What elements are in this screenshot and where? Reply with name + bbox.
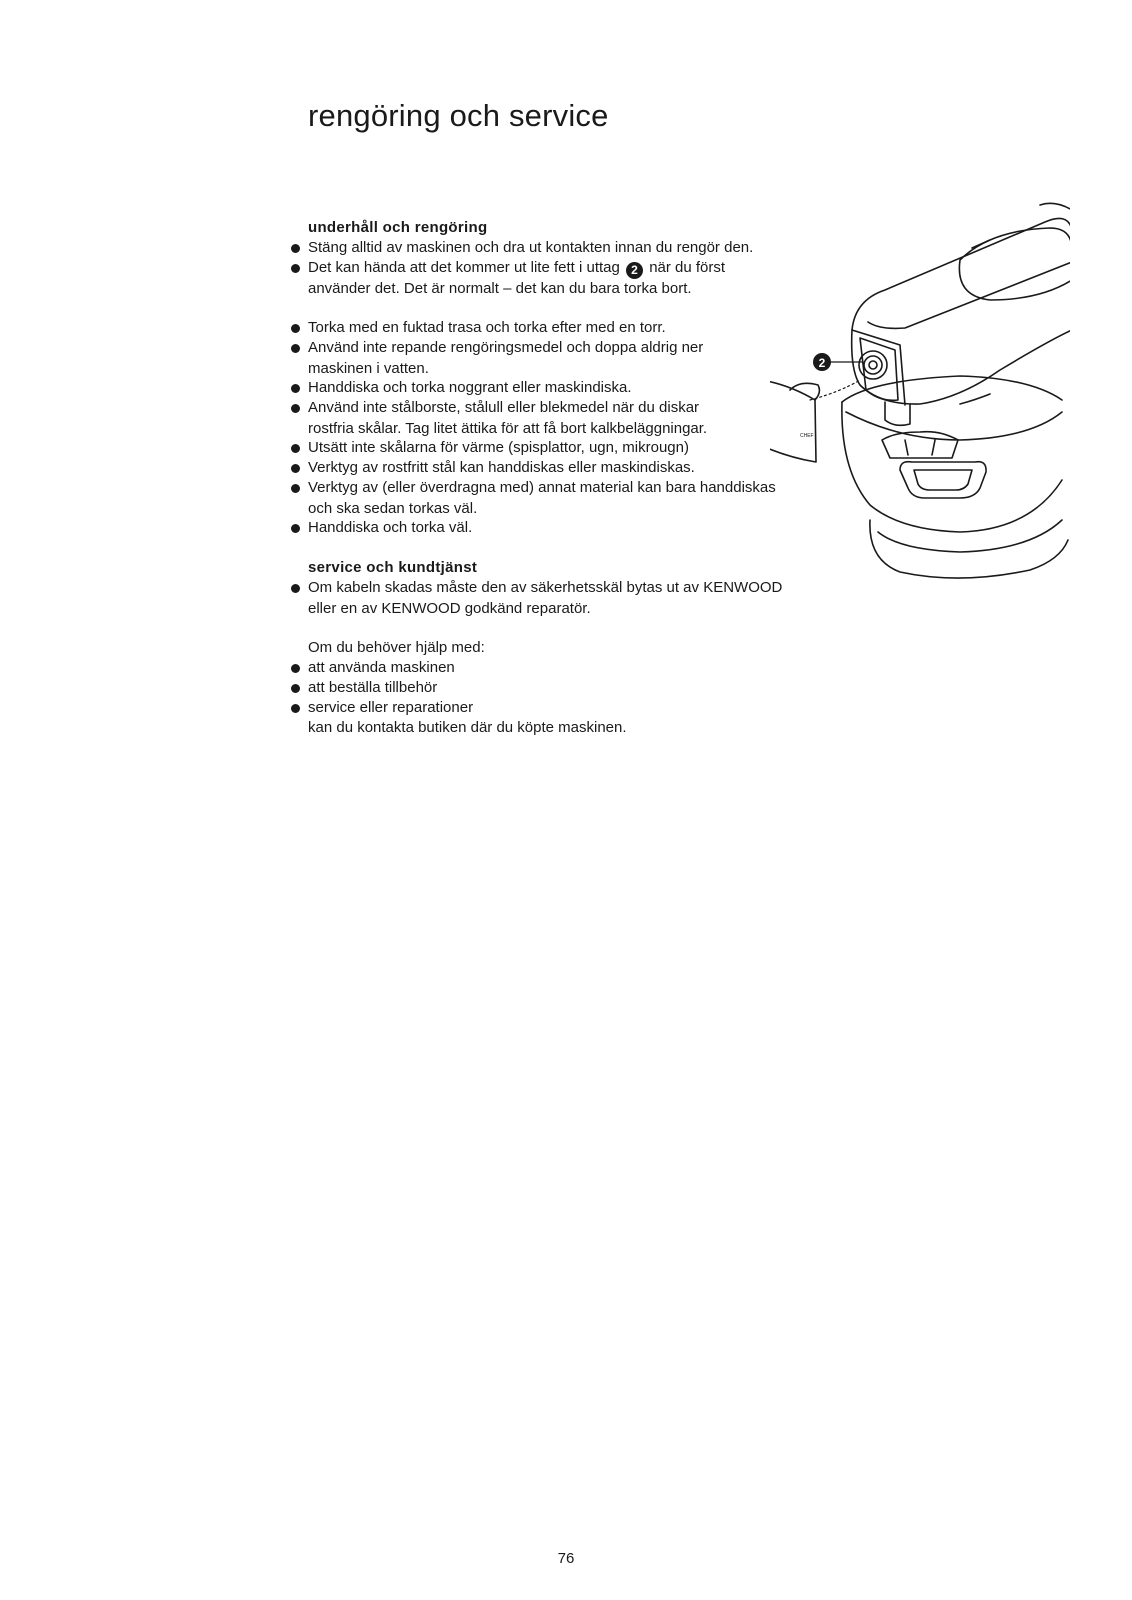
list-item-text: att beställa tillbehör (308, 679, 438, 696)
bullet-icon (291, 684, 300, 693)
list-item-text (308, 338, 818, 379)
bullet-icon (291, 664, 300, 673)
text-fragment: när du först (649, 259, 726, 276)
callout-number-2: 2 (626, 262, 643, 279)
outlet-lid (770, 380, 816, 462)
bullet-icon (291, 384, 300, 393)
bullet-icon (291, 524, 300, 533)
mixer-bowl-rim-inner (846, 412, 1062, 440)
bullet-icon (291, 244, 300, 253)
text-fragment: Använd inte repande rengöringsmedel och doppa aldrig ner (308, 339, 704, 356)
bullet-icon (291, 264, 300, 273)
text-fragment: och ska sedan torkas väl. (308, 499, 478, 517)
text-fragment: Använd inte stålborste, stålull eller blekmedel när du diskar (308, 399, 700, 416)
page-title: rengöring och service (308, 98, 609, 133)
bullet-icon (291, 404, 300, 413)
lid-logo-text: CHEF (800, 433, 814, 439)
mixer-bowl (842, 402, 1062, 532)
text-fragment: Det kan hända att det kommer ut lite fett i uttag (308, 259, 620, 276)
text-fragment: rostfria skålar. Tag litet ättika för att få bort kalkbeläggningar. (308, 419, 708, 437)
bullet-icon (291, 584, 300, 593)
list-item-text: Stäng alltid av maskinen och dra ut kontakten innan du rengör den. (308, 239, 754, 256)
bullet-icon (291, 704, 300, 713)
list-item-text (308, 258, 818, 300)
bowl-handle-inner (914, 470, 972, 490)
list-item-text: Handdiska och torka väl. (308, 519, 473, 536)
bowl-handle (900, 462, 986, 498)
list-item-text (308, 578, 818, 619)
list-item-text: att använda maskinen (308, 659, 455, 676)
text-fragment: maskinen i vatten. (308, 359, 429, 377)
callout-number-2-label: 2 (818, 356, 826, 370)
bullet-icon (291, 464, 300, 473)
list-item-text: Handdiska och torka noggrant eller maskindiska. (308, 379, 632, 396)
list-item-text (308, 398, 818, 439)
mixer-head-panel (959, 228, 1070, 300)
bullet-icon (291, 324, 300, 333)
bullet-icon (291, 444, 300, 453)
mixer-tool (882, 432, 958, 458)
maintenance-heading: underhåll och rengöring (308, 219, 488, 236)
mixer-base (870, 520, 1068, 578)
list-item-text: Verktyg av rostfritt stål kan handdiskas eller maskindiskas. (308, 459, 695, 476)
list-item-text: Utsätt inte skålarna för värme (spisplattor, ugn, mikrougn) (308, 439, 689, 456)
text-fragment: Verktyg av (eller överdragna med) annat material kan bara handdiskas (308, 479, 776, 496)
help-outro: kan du kontakta butiken där du köpte maskinen. (308, 719, 627, 736)
mixer-bowl-rim (842, 376, 1062, 402)
list-item-text: service eller reparationer (308, 699, 474, 716)
mixer-base-inner (878, 520, 1062, 552)
list-item-text: Torka med en fuktad trasa och torka efter med en torr. (308, 319, 666, 336)
mixer-head-top-line (868, 262, 1070, 328)
text-fragment: eller en av KENWOOD godkänd reparatör. (308, 599, 591, 617)
list-item-text (308, 478, 818, 519)
bullet-icon (291, 344, 300, 353)
bullet-icon (291, 484, 300, 493)
service-heading: service och kundtjänst (308, 559, 478, 576)
text-fragment: Om kabeln skadas måste den av säkerhetsskäl bytas ut av KENWOOD (308, 579, 783, 596)
stand-mixer-illustration (770, 198, 1070, 598)
page-number: 76 (557, 1550, 575, 1567)
help-intro: Om du behöver hjälp med: (308, 639, 485, 656)
text-fragment: använder det. Det är normalt – det kan du bara torka bort. (308, 280, 692, 297)
